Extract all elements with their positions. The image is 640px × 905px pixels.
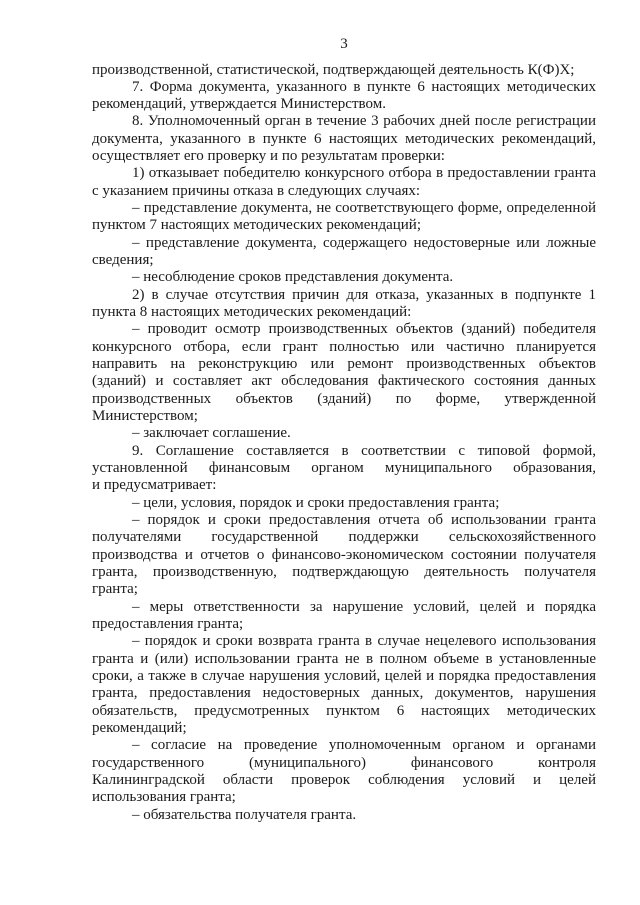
text-line: сведения; xyxy=(92,252,154,269)
paragraph xyxy=(92,62,596,79)
text-line: – согласие на проведение уполномоченным органом и органами xyxy=(132,737,596,754)
text-line: 7. Форма документа, указанного в пункте 6 настоящих методических xyxy=(132,78,596,95)
paragraph xyxy=(92,165,596,200)
paragraph xyxy=(92,443,596,495)
paragraph xyxy=(92,113,596,165)
text-line: – заключает соглашение. xyxy=(132,425,291,442)
text-line: с указанием причины отказа в следующих случаях: xyxy=(92,182,421,199)
text-line: направить на реконструкцию или ремонт производственных объектов xyxy=(92,356,596,373)
text-line: предоставления гранта; xyxy=(92,616,244,632)
text-line: производственных объектов (зданий) по форме, утвержденной xyxy=(92,390,596,407)
text-line: осуществляет его проверку и по результатам проверки: xyxy=(92,148,445,165)
text-line: Министерством; xyxy=(92,408,198,425)
text-line: гранта, производственную, подтверждающую деятельность получателя xyxy=(92,564,596,581)
text-line: рекомендаций, утверждается Министерством. xyxy=(92,96,386,113)
text-line: – проводит осмотр производственных объектов (зданий) победителя xyxy=(132,321,596,338)
text-line: производственной, статистической, подтверждающей деятельность К(Ф)Х; xyxy=(92,61,575,78)
paragraph xyxy=(92,807,596,824)
text-line: – меры ответственности за нарушение условий, целей и порядка xyxy=(132,598,596,615)
text-line: 2) в случае отсутствия причин для отказа, указанных в подпункте 1 xyxy=(132,286,596,303)
text-line: пункта 8 настоящих методических рекомендаций: xyxy=(92,304,412,321)
text-line: – представление документа, не соответствующего форме, определенной xyxy=(132,200,596,217)
text-line: производства и отчетов о финансово-экономическом состоянии получателя xyxy=(92,546,596,563)
text-line: пунктом 7 настоящих методических рекомендаций; xyxy=(92,217,421,234)
page-number: 3 xyxy=(340,36,348,52)
text-line: 9. Соглашение составляется в соответствии с типовой формой, xyxy=(132,442,596,459)
paragraph xyxy=(92,512,596,599)
paragraph xyxy=(92,287,596,322)
text-line: конкурсного отбора, если грант полностью или частично планируется xyxy=(92,338,596,355)
paragraph xyxy=(92,200,596,235)
paragraph xyxy=(92,425,596,442)
paragraph xyxy=(92,599,596,634)
text-line: обязательств, предусмотренных пунктом 6 настоящих методических xyxy=(92,702,596,719)
paragraph xyxy=(92,495,596,512)
text-line: – порядок и сроки предоставления отчета об использовании гранта xyxy=(132,512,596,529)
text-line: установленной финансовым органом муниципального образования, xyxy=(92,460,596,477)
text-line: – обязательства получателя гранта. xyxy=(132,806,357,823)
text-line: гранта и (или) использовании гранта не в полном объеме в установленные xyxy=(92,650,596,667)
text-line: документа, указанного в пункте 6 настоящих методических рекомендаций, xyxy=(92,130,596,147)
text-line: государственного (муниципального) финансового контроля xyxy=(92,754,596,771)
text-line: 8. Уполномоченный орган в течение 3 рабочих дней после регистрации xyxy=(132,113,596,130)
paragraph xyxy=(92,737,596,806)
document-body xyxy=(92,62,596,824)
text-line: гранта; xyxy=(92,581,138,598)
text-line: рекомендаций; xyxy=(92,719,187,736)
text-line: гранта, предоставления недостоверных данных, документов, нарушения xyxy=(92,685,596,702)
text-line: – цели, условия, порядок и сроки предоставления гранта; xyxy=(132,494,500,511)
text-line: использования гранта; xyxy=(92,789,236,806)
paragraph xyxy=(92,633,596,737)
text-line: – представление документа, содержащего недостоверные или ложные xyxy=(132,234,596,251)
text-line: (зданий) и составляет акт обследования фактического состояния данных xyxy=(92,373,596,390)
paragraph xyxy=(92,269,596,286)
text-line: Калининградской области проверок соблюдения условий и целей xyxy=(92,771,596,788)
text-line: – порядок и сроки возврата гранта в случае нецелевого использования xyxy=(132,633,596,650)
text-line: получателями государственной поддержки сельскохозяйственного xyxy=(92,529,596,546)
text-line: сроки, а также в случае нарушения условий, целей и порядка предоставления xyxy=(92,667,596,684)
text-line: и предусматривает: xyxy=(92,477,217,494)
text-line: – несоблюдение сроков представления документа. xyxy=(132,269,454,286)
paragraph xyxy=(92,321,596,425)
text-line: 1) отказывает победителю конкурсного отбора в предоставлении гранта xyxy=(132,165,596,182)
paragraph xyxy=(92,79,596,114)
paragraph xyxy=(92,235,596,270)
